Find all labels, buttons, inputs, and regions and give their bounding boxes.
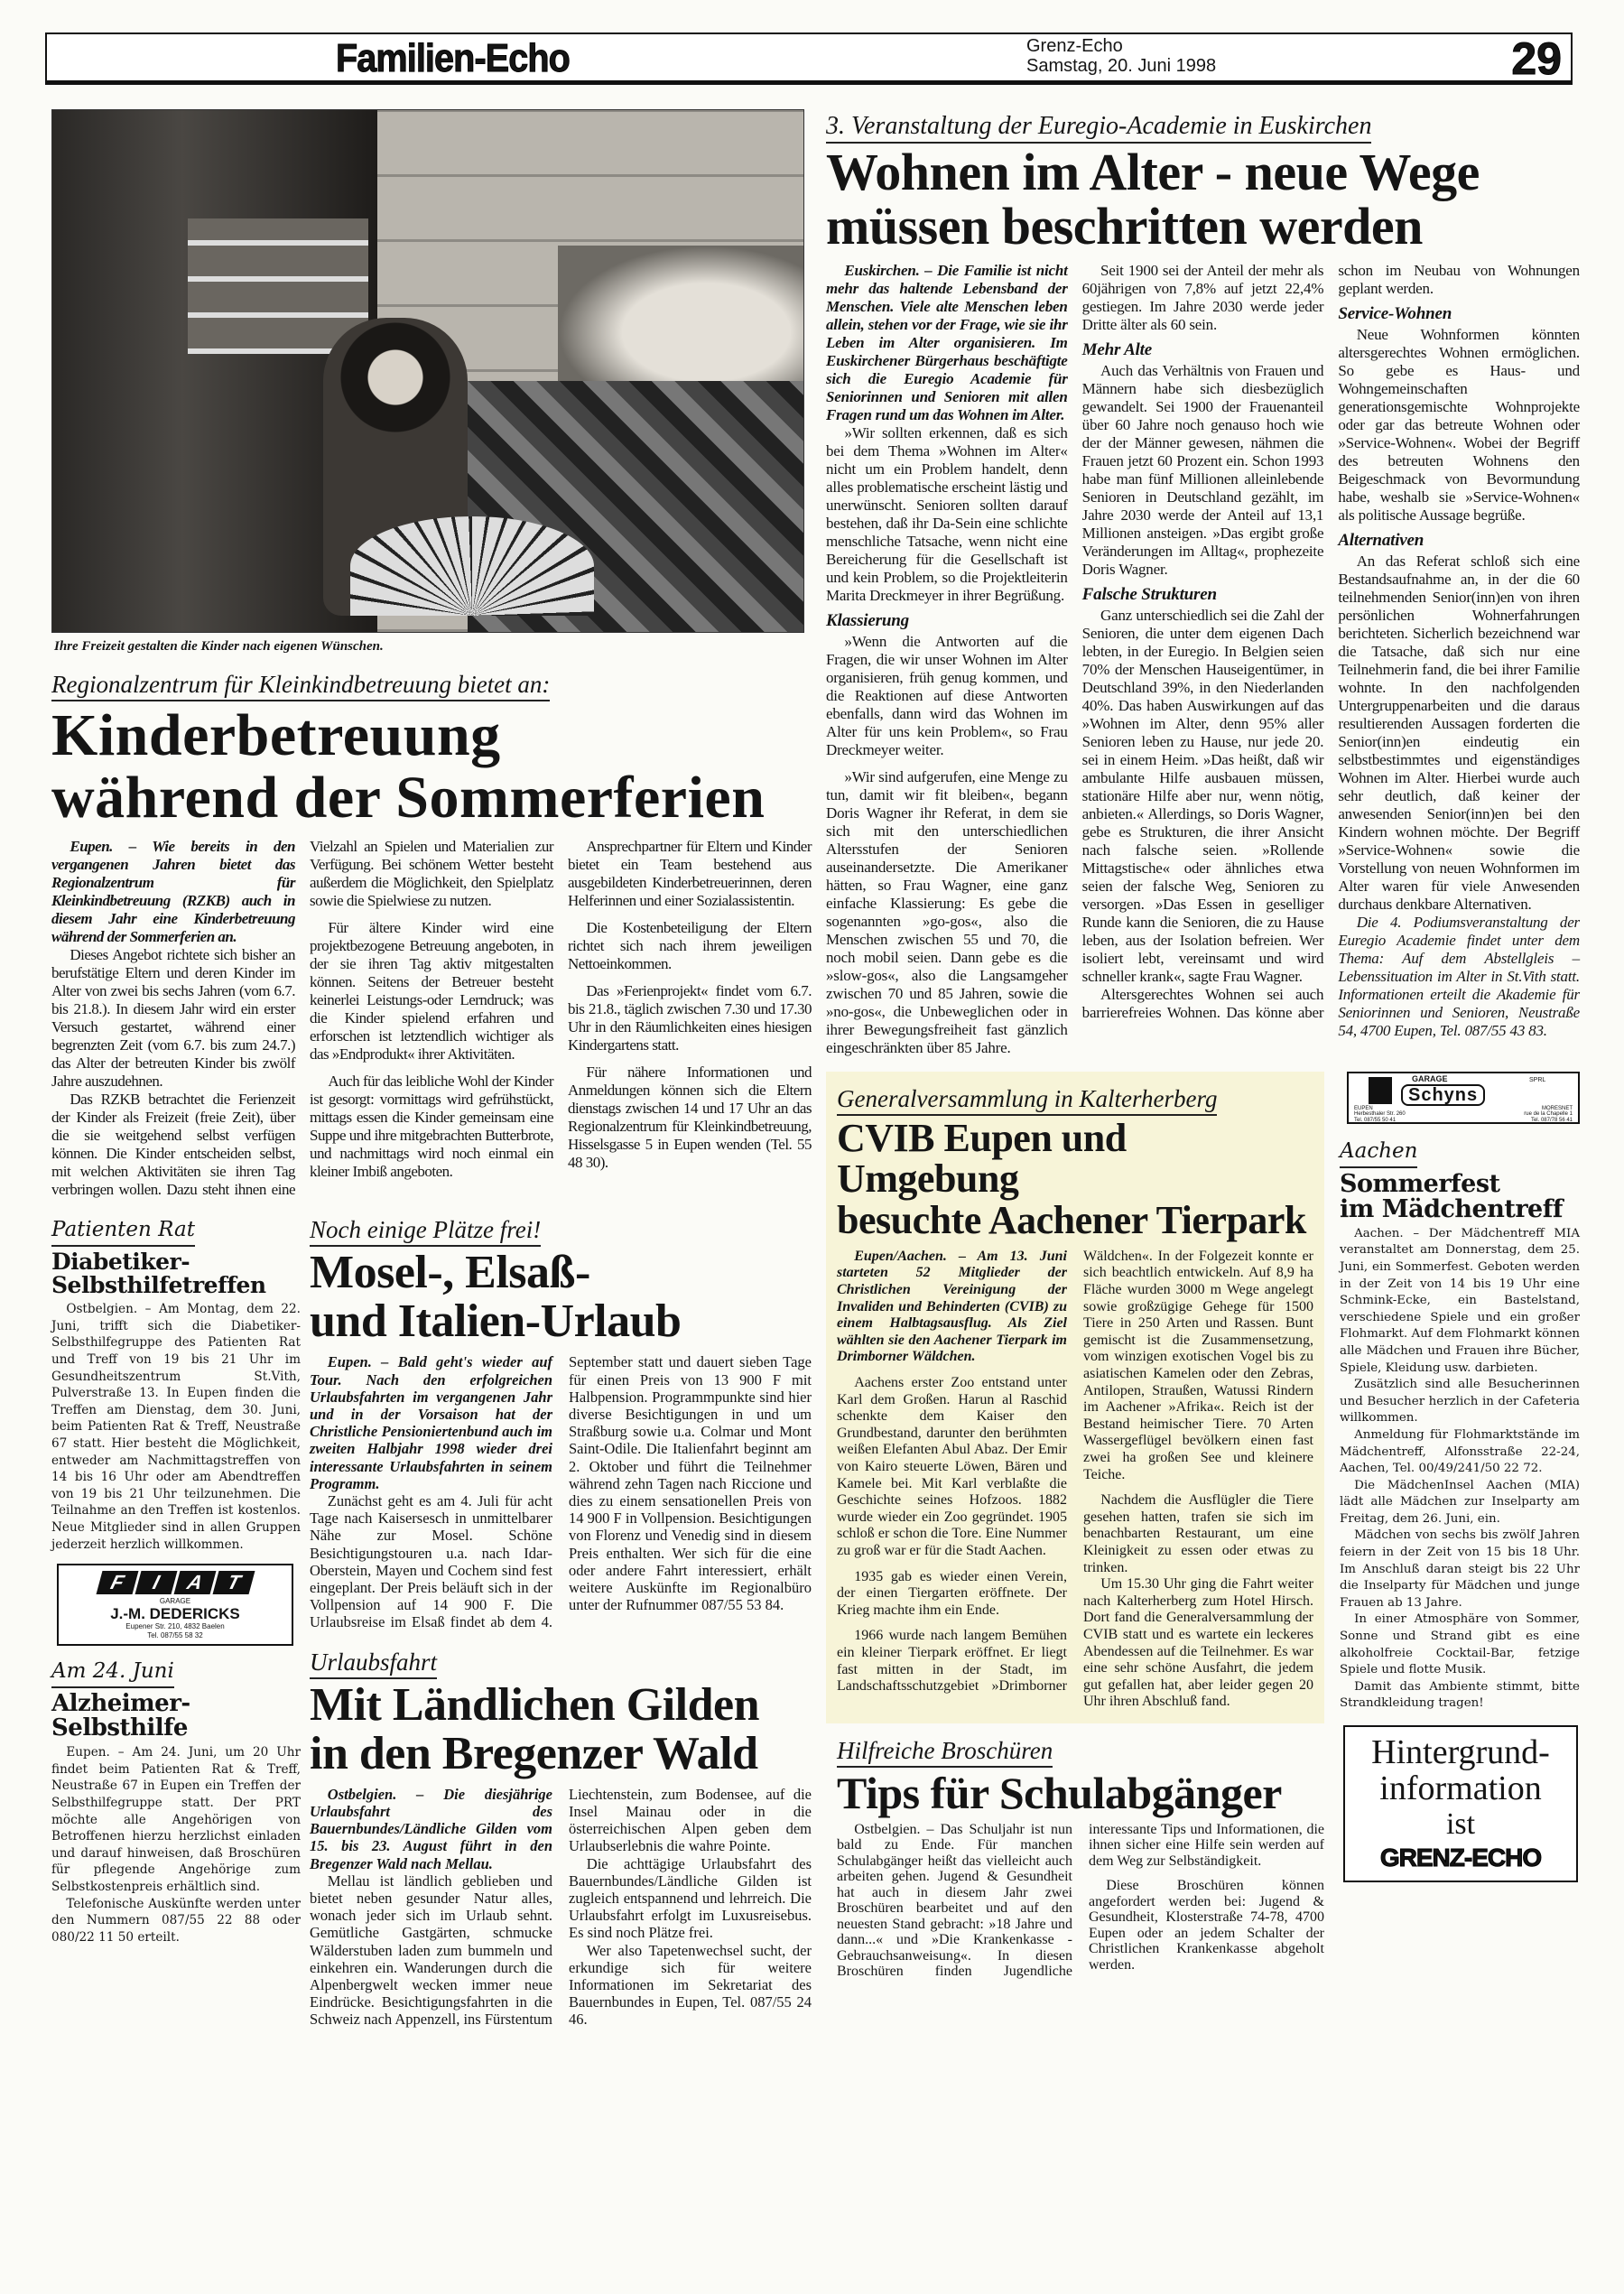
- right-wide-column: [826, 1072, 1324, 1980]
- article-kinderbetreuung: [51, 670, 812, 1199]
- ad-phone: Tel. 087/78 56 41: [1530, 1117, 1573, 1123]
- paragraph: Um 15.30 Uhr ging die Fahrt weiter nach Kalterherberg zum Hotel Hirsch. Dort fand die Generalversammlung der CVIB statt und es wartete ein leckeres Abendessen auf die Teilnehmer. Es war eine sehr schöne Ausfahrt, die jedem gut gefallen hat, aber leider gegen 20 Uhr ihren Abschluß fand.: [1083, 1576, 1313, 1710]
- article-body: [51, 1744, 301, 1946]
- photo-children: [51, 109, 804, 633]
- promo-line: information: [1379, 1769, 1542, 1807]
- article-kicker: 3. Veranstaltung der Euregio-Academie in Euskirchen: [826, 112, 1371, 144]
- logo-letter: A: [173, 1571, 216, 1594]
- article-body: [1340, 1226, 1580, 1713]
- ad-city: EUPEN: [1354, 1105, 1373, 1111]
- article-kicker: Aachen: [1340, 1137, 1417, 1168]
- paragraph: Diese Broschüren können angefordert werden bei: Jugend & Gesundheit, Klosterstraße 74-78, 4700 Eupen oder an jedem Schalter der Christlichen Krankenkasse abgeholt werden.: [1089, 1878, 1324, 1973]
- logo-letter: I: [135, 1571, 177, 1594]
- paragraph: Ostbelgien. – Das Schuljahr ist nun bald zu Ende. Für manchen Schulabgänger heißt das vielleicht auch arbeiten gehen. Jugend & Gesundheit hat auch in diesem Jahr zwei Broschüren bearbeitet und auf den neuesten Stand gebracht: »18 Jahre und dann...« und »Die Krankenkasse - Gebrauchsanweisung«. In diesen Broschüren finden Jugendliche interessante Tips und Informationen, die ihnen sicher eine Hilfe sein werden auf dem Weg zur Selbständigkeit.: [837, 1821, 1324, 1980]
- paragraph: Die MädchenInsel Aachen (MIA) lädt alle Mädchen zur Inselparty am Freitag, dem 26. Juni, ein.: [1340, 1478, 1580, 1526]
- right-region: [826, 112, 1580, 1980]
- issue-date: Samstag, 20. Juni 1998: [1026, 56, 1217, 76]
- headline-line: während der Sommerferien: [51, 764, 766, 831]
- article-kicker: Patienten Rat: [51, 1215, 195, 1247]
- promo-box: [1343, 1725, 1578, 1882]
- article-kicker: Hilfreiche Broschüren: [837, 1736, 1053, 1768]
- article-body: [837, 1822, 1324, 1980]
- promo-brand-logo: GRENZ-ECHO: [1379, 1844, 1542, 1871]
- headline-line: in den Bregenzer Wald: [310, 1727, 758, 1779]
- logo-letter: T: [212, 1571, 255, 1594]
- paragraph: Aachens erster Zoo entstand unter Karl dem Großen. Harun al Raschid schenkte dem Kaiser den Grundbestand, darunter den berühmten weißen Elefanten Abul Abaz. Der Emir von Kairo steuerte Löwen, Bären und Kamele bei. Mit Karl verblaßte die Geschichte seines Hofzoos. 1882 wurde wieder ein Zoo gegründet. 1905 schloß er schon die Tore. Eine Nummer zu groß war er für die Stadt Aachen.: [837, 1375, 1067, 1558]
- ad-phone: Tel. 087/55 50 41: [1354, 1117, 1397, 1123]
- paragraph: Aachen. – Der Mädchentreff MIA veranstaltet am Donnerstag, dem 25. Juni, ein Sommerfest. Geboten werden in der Zeit von 14 bis 19 Uhr eine Schmink-Ecke, ein Bastelstand, verschiedene Spiele und ein großer Flohmarkt. Auf dem Flohmarkt können alle Mädchen und Frauen ihre Bücher, Spiele, Kleidung usw. darbieten.: [1340, 1226, 1580, 1375]
- article-kicker: Noch einige Plätze frei!: [310, 1215, 541, 1247]
- lead-paragraph: Eupen. – Bald geht's wieder auf Tour. Nach den erfolgreichen Urlaubsfahrten im vergangenen Jahr und in der Vorsaison hat der Christliche Pensioniertenbund auch im zweiten Halbjahr 1998 wieder drei interessante Urlaubsfahrten in seinem Programm.: [310, 1353, 552, 1492]
- article-headline: [51, 702, 812, 831]
- article-headline: [837, 1769, 1324, 1816]
- paragraph: Anmeldung für Flohmarktstände im Mädchentreff, Alfonsstraße 22-24, Aachen, Tel. 00/49/241/50 22 72.: [1340, 1427, 1580, 1476]
- paragraph: Die achttägige Urlaubsfahrt des Bauernbundes/Ländliche Gilden ist zugleich entspannend und lehrreich. Die Urlaubsfahrt erfolgt im Luxusreisebus. Es sind noch Plätze frei.: [569, 1854, 812, 1942]
- paragraph: Die Kostenbeteiligung der Eltern richtet sich nach ihrem jeweiligen Nettoeinkommen.: [568, 919, 812, 973]
- left-lower-row: [51, 1215, 812, 2028]
- headline-line: Tips für Schulabgänger: [837, 1767, 1282, 1818]
- right-narrow-column: [1340, 1072, 1580, 1882]
- article-headline: [837, 1115, 1313, 1243]
- ad-fiat-dedericks: [57, 1564, 293, 1646]
- paragraph: Nachdem die Ausflügler die Tiere gesehen hatten, trafen sie sich im benachbarten Restaurant, um eine Kleinigkeit zu essen oder etwas zu trinken.: [1083, 1492, 1313, 1575]
- lead-paragraph: Eupen/Aachen. – Am 13. Juni starteten 52 Mitglieder der Christlichen Vereinigung der Invaliden und Behinderten (CVIB) zu einem Halbtagsausflug. Als Ziel wählten sie den Aachener Tierpark im Drimborner Wäldchen.: [837, 1248, 1067, 1365]
- headline-line: und Italien-Urlaub: [310, 1296, 682, 1348]
- paragraph: »Wir sind aufgerufen, eine Menge zu tun, damit wir fit bleiben«, begann Doris Wagner ihr Referat, in dem sie sich mit den unterschiedlichen Altersstufen der Senioren auseinandersetzte. Die Amerikaner hätten, so Frau Wagner, eine ganz einfache Klassierung: Es gebe die sogenannten »go-gos«, also die Menschen zwischen 55 und 70, die noch mobil seien. Dann gebe es die »slow-gos«, also die Langsamgeher zwischen 70 und 85 Jahren, sowie die »no-gos«, die Unbeweglichen oder in ihrer Bewegungsfreiheit fast gänzlich eingeschränkten über 85 Jahre.: [826, 767, 1068, 1056]
- paper-name: Grenz-Echo: [1026, 36, 1123, 56]
- article-tips-schulabgaenger: [826, 1736, 1324, 1980]
- promo-line: ist: [1445, 1807, 1476, 1841]
- article-cvib-tierpark: [826, 1072, 1324, 1723]
- schyns-logo-icon: [1369, 1077, 1392, 1104]
- paragraph: Damit das Ambiente stimmt, bitte Strandkleidung tragen!: [1340, 1679, 1580, 1711]
- article-body: [51, 838, 812, 1199]
- article-kicker: Regionalzentrum für Kleinkindbetreuung bietet an:: [51, 670, 550, 701]
- paragraph: Zusätzlich sind alle Besucherinnen und Besucher herzlich in der Cafeteria willkommen.: [1340, 1378, 1580, 1426]
- subheading: Service-Wohnen: [1338, 303, 1452, 323]
- article-body: [310, 1353, 812, 1630]
- article-kicker: Generalversammlung in Kalterherberg: [837, 1084, 1217, 1116]
- right-lower-row: [826, 1072, 1580, 1980]
- paragraph: Das »Ferienprojekt« findet vom 6.7. bis 21.8., täglich zwischen 7.30 und 17.30 Uhr in den Räumlichkeiten eines hiesigen Kindergartens statt.: [568, 982, 812, 1054]
- paragraph: 1966 wurde nach langem Bemühen ein kleiner Tierpark eröffnet. Er liegt fast mitten in der Stadt, im Landschaftsschutzgebiet »Drimborner Wäldchen«. In der Folgezeit konnte er sich beachtlich entwickeln. Auf 8,9 ha Fläche wurden 3000 m Wege angelegt sowie großzügige Gehege für 1500 Tiere in 250 Arten und Rassen. Bunt gemischt ist die Zusammensetzung, vom winzigen exotischen Vogel bis zu asiatischen Kamelen oder den Zebras, Antilopen, Straußen, Watussi Rindern im Aachener »Afrika«. Reich ist der Bestand heimischer Tiere. 70 Arten Wassergeflügel bevölkern einen fast zwei ha großen See und kleinere Teiche.: [837, 1248, 1313, 1695]
- ad-garage-schyns: [1347, 1072, 1580, 1124]
- article-body: [51, 1301, 301, 1553]
- article-headline: [1340, 1169, 1580, 1223]
- article-kicker: Am 24. Juni: [51, 1657, 174, 1688]
- paragraph: An das Referat schloß sich eine Bestandsaufnahme an, in der die 60 teilnehmenden Senior(inn)en von ihren persönlichen Wohnerfahrungen berichteten. Sicherlich bezeichnend war die Tatsache, daß sich nur eine Teilnehmerin fand, die bei ihrer Familie wohnte. In den nachfolgenden Untergruppenarbeiten und die daraus resultierenden Aussagen forderten die Senior(inn)en eindeutig ein selbstbestimmtes und eigenständiges Wohnen im Alter. Hierbei wurde auch sehr deutlich, daß keiner der anwesenden Senior(inn)en bei den Kindern wohnen möchte. Der Begriff »Service-Wohnen« sowie die Vorstellung von neuen Wohnformen im Alter waren für viele Anwesenden durchaus denkbare Alternativen.: [1338, 552, 1580, 913]
- article-bregenzer-wald: [310, 1648, 812, 2029]
- headline-line: müssen beschritten werden: [826, 197, 1423, 256]
- section-title: Familien-Echo: [336, 36, 570, 80]
- paragraph: Mellau ist ländlich geblieben und bietet neben gesunder Natur alles, wonach jeder sich im Urlaub sehnt. Gemütliche Gastgärten, schmucke Wälderstuben laden zum bummeln und einkehren ein. Wanderungen durch die Alpenbergwelt wecken immer neue Eindrücke. Besichtigungsfahrten in die Schweiz nach Appenzell, ins Fürstentum Liechtenstein, zum Bodensee, auf die Insel Mainau oder in die österreichischen Alpen geben dem Urlaubserlebnis die wahre Pointe.: [310, 1785, 812, 2029]
- subheading: Klassierung: [826, 610, 909, 630]
- paragraph: Für ältere Kinder wird eine projektbezogene Betreuung angeboten, in der sie ihren Tag aktiv mitgestalten können. Seitens der Betreuer besteht keinerlei Leistungs-oder Lerndruck; was die Kinder spielend erfahren und erforschen ist letztendlich wichtiger als das »Endprodukt« ihrer Aktivitäten.: [310, 919, 553, 1063]
- paragraph: Neue Wohnformen könnten altersgerechtes Wohnen ermöglichen. So gebe es Haus- und Wohngemeinschaften generationsgemischte Wohnprojekte oder gar das betreute Wohnen oder »Service-Wohnen«. Wobei der Begriff des betreuten Wohnens den Beigeschmack von Bevormundung habe, weshalb sie »Service-Wohnen« als politische Aussage begrüße.: [1338, 325, 1580, 524]
- headline-line: CVIB Eupen und Umgebung: [837, 1115, 1127, 1202]
- paragraph: Seit 1900 sei der Anteil der mehr als 60jährigen von 7,8% auf jetzt 22,4% gestiegen. Im Jahre 2030 werde jeder Dritte älter als 60 sein.: [1081, 261, 1324, 333]
- headline-line: im Mädchentreff: [1340, 1194, 1563, 1223]
- article-mosel-urlaub: [310, 1215, 812, 1630]
- article-body: [837, 1249, 1313, 1711]
- paragraph: Auch das Verhältnis von Frauen und Männern habe sich diesbezüglich gewandelt. Sei 1900 der Frauenanteil über 60 Jahre noch genauso hoch wie der der Männer gewesen, nähmen die Frauen jetzt 60 Prozent ein. Schon 1993 habe man fünf Millionen alleinlebende Senioren in Deutschland gezählt, im Jahre 2030 werde der Anteil auf 13,1 Millionen ansteigen. »Das ergibt große Veränderungen im Alltag«, prophezeite Doris Wagner.: [1081, 361, 1324, 578]
- article-alzheimer: [51, 1657, 301, 1946]
- headline-line: Selbsthilfetreffen: [51, 1272, 266, 1299]
- photo-sleeping-child: [558, 246, 804, 390]
- article-headline: [310, 1249, 812, 1346]
- paragraph: Zunächst geht es am 4. Juli für acht Tage nach Kaisersesch in unmittelbarer Nähe zur Mosel. Schöne Besichtigungstouren u.a. nach Idar-Oberstein, Mayen und Cochem sind fest eingeplant. Der Preis beläuft sich in der Vollpension auf 14 900 F. Die Urlaubsreise im Elsaß findet ab dem 4. September statt und dauert sieben Tage für einen Preis von 13 900 F mit Halbpension. Programmpunkte sind hier diverse Besichtigungen in und um Straßburg sowie u.a. Colmar und Mont Saint-Odile. Die Italienfahrt beginnt am 2. Oktober und führt die Teilnehmer während zehn Tagen nach Riccione und dies zu einem sensationellen Preis von 14 900 F in Vollpension. Besichtigungen von Florenz und Venedig sind in diesem Preis enthalten. Wer sich für die eine oder andere Fahrt interessiert, erhält weitere Auskünfte im Regionalbüro unter der Rufnummer 087/55 53 84.: [310, 1353, 812, 1631]
- subheading: Alternativen: [1338, 530, 1424, 550]
- article-sommerfest: [1340, 1137, 1580, 1713]
- paragraph: Eupen. – Am 24. Juni, um 20 Uhr findet beim Patienten Rat & Treff, Neustraße 67 in Eupen ein Treffen der Selbsthilfegruppe statt. Der PRT möchte alle Angehörigen von Betroffenen hierzu herzlichst einladen und darauf hinweisen, daß Broschüren für pflegende Angehörige zum Selbstkostenpreis erhältlich sind.: [51, 1745, 301, 1894]
- ad-city: MORESNET: [1541, 1105, 1573, 1111]
- paragraph: Altersgerechtes Wohnen sei auch barrierefreies Wohnen. Das könne aber schon im Neubau von Wohnungen geplant werden.: [1081, 261, 1580, 1021]
- headline-line: Selbsthilfe: [51, 1714, 188, 1742]
- ad-garage-label: GARAGE: [1412, 1073, 1448, 1083]
- lead-paragraph: Ostbelgien. – Die diesjährige Urlaubsfahrt des Bauernbundes/Ländliche Gilden vom 15. bis 23. August führt in den Bregenzer Wald nach Mellau.: [310, 1785, 552, 1872]
- ad-left-contact: [1354, 1106, 1406, 1124]
- paragraph: Telefonische Auskünfte werden unter den Nummern 087/55 22 88 oder 080/22 11 50 erteilt.: [51, 1896, 301, 1945]
- ad-company-form: SPRL: [1529, 1076, 1546, 1083]
- paragraph: 1935 gab es wieder einen Verein, der einen Tiergarten eröffnete. Der Krieg machte ihm ein Ende.: [837, 1568, 1067, 1618]
- ad-address: rue de la Chapelle 1: [1524, 1111, 1573, 1118]
- ad-phone: Tel. 087/55 58 32: [147, 1631, 203, 1640]
- paragraph: Ganz unterschiedlich sei die Zahl der Senioren, die unter dem eigenen Dach lebten, in der Euregio. In Belgien seien 70% der Menschen Hauseigentümer, in Deutschland 39%, in den Niederlanden 40%. Das haben Auswirkungen auf das »Wohnen im Alter, denn 95% aller Senioren leben zu Hause, nur jede 20. sei in einem Heim. »Das heißt, daß wir ambulante Hilfe ausbauen müssen, stationäre Hilfe aber nur, wenn nötig, anbieten.« Allerdings, so Doris Wagner, gebe es Strukturen, die ihrer Ansicht nach falsche seien. »Rollende Mittagstische« oder ähnliches etwa seien der falsche Weg, Senioren zu versorgen. »Das Essen in geselliger Runde kann die Senioren, die zu Hause leben, aus der Isolation befreien. Wer isoliert lebt, vereinsamt und wird schneller krank«, sagte Frau Wagner.: [1081, 606, 1324, 985]
- ad-business-name: J.-M. DEDERICKS: [110, 1605, 240, 1623]
- logo-letter: F: [96, 1571, 138, 1594]
- headline-line: Diabetiker-: [51, 1249, 190, 1276]
- paragraph: »Wenn die Antworten auf die Fragen, die wir unser Wohnen im Alter organisieren, früh genug kommen, und die Reaktionen auf diese Antworten ebenfalls, dann wird das Wohnen im Alter für uns kein Problem«, so Frau Dreckmeyer weiter.: [826, 632, 1068, 758]
- headline-line: Kinderbetreuung: [51, 702, 501, 768]
- ad-address: Eupener Str. 210, 4832 Baelen: [125, 1622, 225, 1631]
- subheading: Falsche Strukturen: [1081, 584, 1217, 604]
- article-headline: [51, 1692, 301, 1741]
- article-body: [310, 1786, 812, 2029]
- paragraph: Das RZKB betrachtet die Ferienzeit der Kinder als Freizeit (freie Zeit), über die sie weitgehend selbst verfügen können. Die Kinder entscheiden selbst, mit welchen Aktivitäten sie ihren Tag verbringen wollen. Dazu steht ihnen eine Vielzahl an Spielen und Materialien zur Verfügung. Bei schönem Wetter besteht außerdem die Möglichkeit, den Spielplatz sowie die Spielwiese zu nutzen.: [51, 838, 553, 1199]
- headline-line: Sommerfest: [1340, 1169, 1500, 1198]
- paragraph: Auch für das leibliche Wohl der Kinder ist gesorgt: vormittags wird gefrühstückt, mittags essen die Kinder gemeinsam eine Suppe und ihre mitgebrachten Butterbrote, und nachmittags wird noch einmal ein kleiner Imbiß angeboten.: [310, 1073, 553, 1181]
- lead-paragraph: Eupen. – Wie bereits in den vergangenen Jahren bietet das Regionalzentrum für Kleinkindbetreuung (RZKB) auch in diesem Jahr eine Kinderbetreuung während der Sommerferien an.: [51, 838, 295, 946]
- promo-line: Hintergrund-: [1371, 1733, 1550, 1771]
- photo-shelf: [188, 218, 368, 354]
- ad-right-contact: [1524, 1106, 1573, 1124]
- lead-paragraph: Euskirchen. – Die Familie ist nicht mehr das haltende Lebensband der Menschen. Viele alte Menschen leben allein, stehen vor der Frage, wie sie ihr Leben im Alter organisieren. Im Euskirchener Bürgerhaus beschäftigte sich die Euregio Academie für Seniorinnen und Senioren mit allen Fragen rund um das Wohnen im Alter.: [826, 261, 1068, 423]
- paragraph: Für nähere Informationen und Anmeldungen können sich die Eltern dienstags zwischen 14 und 17 Uhr an das Regionalzentrum für Kleinkindbetreuung, Hisselsgasse 5 in Eupen wenden (Tel. 55 48 30).: [568, 1063, 812, 1172]
- photo-paper-fan: [350, 516, 594, 616]
- page-number: 29: [1511, 33, 1562, 84]
- headline-line: besuchte Aachener Tierpark: [837, 1198, 1306, 1243]
- headline-line: Mosel-, Elsaß-: [310, 1247, 590, 1299]
- paragraph: Ostbelgien. – Am Montag, dem 22. Juni, trifft sich die Diabetiker-Selbsthilfegruppe des Patienten Rat und Treff von 19 bis 21 Uhr im Gesundheitszentrum St.Vith, Pulverstraße 13. In Eupen finden die Treffen am Dienstag, dem 30. Juni, beim Patienten Rat & Treff, Neustraße 67 statt. Hier besteht die Möglichkeit, entweder am Nachmittagstreffen von 14 bis 16 Uhr oder am Abendtreffen von 19 bis 21 Uhr teilzunehmen. Die Teilnahme an den Treffen ist kostenlos. Neue Mitglieder sind in allen Gruppen jederzeit herzlich willkommen.: [51, 1302, 301, 1552]
- article-headline: [51, 1250, 301, 1297]
- article-headline: [310, 1678, 812, 1779]
- ad-business-name: Schyns: [1401, 1084, 1485, 1106]
- paragraph: Wer also Tapetenwechsel sucht, der erkundige sich für weitere Informationen im Sekretariat des Bauernbundes in Eupen, Tel. 087/55 24 46.: [569, 1941, 812, 2029]
- paper-info: [1026, 36, 1216, 76]
- article-wohnen-im-alter: [826, 112, 1580, 1057]
- headline-line: Alzheimer-: [51, 1690, 190, 1718]
- fiat-logo: [59, 1571, 292, 1594]
- paragraph: In einer Atmosphäre von Sommer, Sonne und Strand gibt es eine alkoholfreie Cocktail-Bar, fetzige Spiele und flotte Musik.: [1340, 1612, 1580, 1677]
- subheading: Mehr Alte: [1081, 339, 1152, 359]
- left-narrow-column: [51, 1215, 301, 1946]
- paragraph: Mädchen von sechs bis zwölf Jahren feiern in der Zeit von 15 bis 18 Uhr. Im Anschluß daran steigt bis 22 Uhr die Inselparty für Mädchen und junge Frauen ab 13 Jahre.: [1340, 1528, 1580, 1610]
- article-kicker: Urlaubsfahrt: [310, 1648, 437, 1679]
- article-diabetiker: [51, 1215, 301, 1553]
- photo-caption: Ihre Freizeit gestalten die Kinder nach eigenen Wünschen.: [54, 639, 384, 654]
- paragraph: Dieses Angebot richtete sich bisher an berufstätige Eltern und deren Kinder im Alter von zwei bis sechs Jahren (vom 6.7. bis 21.8.). In diesem Jahr wird ein erster Versuch gestartet, während einer begrenzten Zeit (vom 6.7. bis zum 24.7.) das Alter der betreuten Kinder bis zwölf Jahre auszudehnen.: [51, 946, 295, 1091]
- ad-garage-label: GARAGE: [159, 1597, 191, 1606]
- paragraph: »Wir sollten erkennen, daß es sich bei dem Thema »Wohnen im Alter« nicht um ein Problem handelt, denn alles problematische erscheint lästig und unerwünscht. Senioren sollten darauf bestehen, daß ihr Da-Sein eine schlichte menschliche Tatsache, wenn nicht eine Bereicherung für die Gesellschaft ist und kein Problem, so die Projektleiterin Marita Dreckmeyer in ihrer Begrüßung.: [826, 423, 1068, 604]
- left-region: [51, 670, 812, 2029]
- article-headline: [826, 145, 1580, 255]
- paragraph: Die 4. Podiumsveranstaltung der Euregio Academie findet unter dem Thema: Auf dem Abstellgleis – Lebenssituation im Alter in St.Vith statt. Informationen erteilt die Akademie für Seniorinnen und Senioren, Neustraße 54, 4700 Eupen, Tel. 087/55 43 83.: [1338, 913, 1580, 1039]
- left-wide-column: [310, 1215, 812, 2028]
- masthead: [45, 33, 1573, 85]
- article-body: [826, 262, 1580, 1057]
- ad-address: Herbesthaler Str. 260: [1354, 1111, 1406, 1118]
- headline-line: Mit Ländlichen Gilden: [310, 1678, 760, 1731]
- paragraph: Ansprechpartner für Eltern und Kinder bietet ein Team bestehend aus ausgebildeten Kinderbetreuerinnen, deren Helferinnen und einer Sozialassistentin.: [568, 838, 812, 910]
- headline-line: Wohnen im Alter - neue Wege: [826, 143, 1480, 201]
